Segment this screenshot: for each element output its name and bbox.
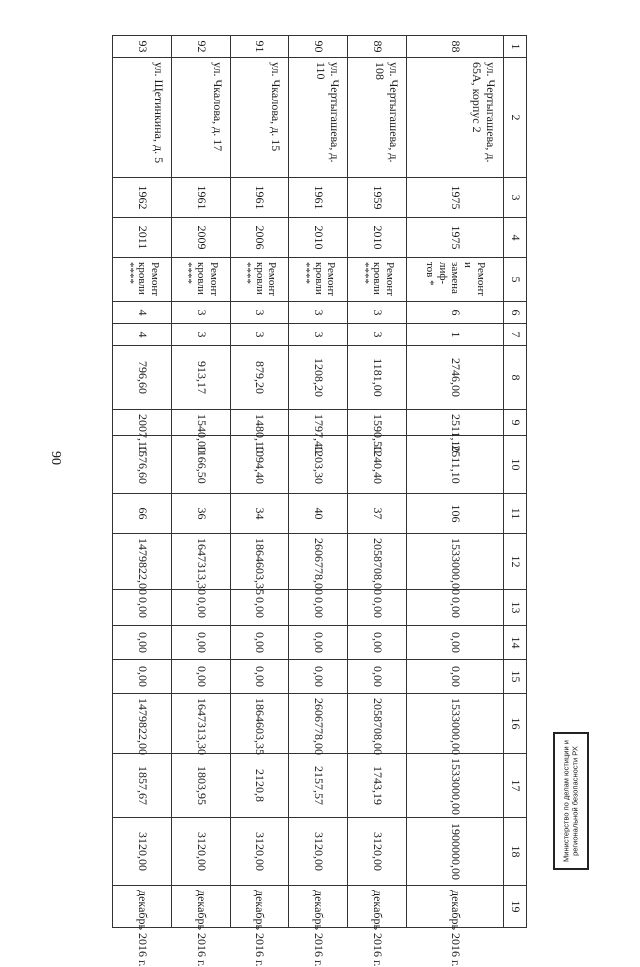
table-cell: 0,00	[171, 626, 230, 660]
table-cell: 2011	[113, 218, 172, 258]
header-cell: 4	[504, 218, 527, 258]
table-cell: ул. Чертыгашева, д. 108	[348, 58, 407, 178]
table-cell: 1857,67	[113, 754, 172, 818]
header-cell: 13	[504, 590, 527, 626]
table-cell: 796,60	[113, 346, 172, 410]
table-cell: 3	[171, 324, 230, 346]
table-cell: 1533000,00	[407, 534, 504, 590]
table-cell: 3120,00	[171, 818, 230, 886]
table-cell: 1540,00	[171, 410, 230, 436]
table-cell: 3120,00	[113, 818, 172, 886]
table-cell: 106	[407, 494, 504, 534]
table-cell: 1208,20	[289, 346, 348, 410]
table-cell: декабрь 2016 г.	[230, 886, 289, 928]
table-cell: 0,00	[407, 590, 504, 626]
table-row	[348, 36, 407, 928]
table-cell: 1797,40	[289, 410, 348, 436]
table-cell: 1166,50	[171, 436, 230, 494]
header-cell: 9	[504, 410, 527, 436]
table-cell: ул. Щетинкина, д. 5	[113, 58, 172, 178]
table-cell: ул. Чкалова, д. 17	[171, 58, 230, 178]
table-cell: 3	[230, 302, 289, 324]
table-cell: 3	[230, 324, 289, 346]
header-cell: 8	[504, 346, 527, 410]
header-cell: 15	[504, 660, 527, 694]
table-cell: 40	[289, 494, 348, 534]
table-cell: 37	[348, 494, 407, 534]
table-cell: 92	[171, 36, 230, 58]
table-cell: 93	[113, 36, 172, 58]
header-cell: 11	[504, 494, 527, 534]
table-row	[171, 36, 230, 928]
table-cell: 3120,00	[289, 818, 348, 886]
table-cell: 1961	[171, 178, 230, 218]
header-cell: 10	[504, 436, 527, 494]
table-cell: 0,00	[348, 626, 407, 660]
table-cell: 4	[113, 302, 172, 324]
ministry-stamp	[553, 732, 589, 870]
table-cell: 2120,8	[230, 754, 289, 818]
table-cell: 1094,40	[230, 436, 289, 494]
table-cell: 0,00	[113, 590, 172, 626]
table-cell: 0,00	[289, 660, 348, 694]
header-cell: 2	[504, 58, 527, 178]
header-cell: 7	[504, 324, 527, 346]
table-row	[230, 36, 289, 928]
table-cell: Ремонт кровли ****	[113, 258, 172, 302]
table-cell: 2606778,00	[289, 534, 348, 590]
table-cell: 1590,50	[348, 410, 407, 436]
table-cell: 1961	[230, 178, 289, 218]
table-cell: 0,00	[348, 590, 407, 626]
table-row	[407, 36, 504, 928]
table-cell: 0,00	[289, 626, 348, 660]
table-cell: 3	[348, 302, 407, 324]
table-cell: 1576,60	[113, 436, 172, 494]
header-cell: 14	[504, 626, 527, 660]
table-cell: 0,00	[407, 660, 504, 694]
table-cell: 1864603,35	[230, 534, 289, 590]
table-cell: 2006	[230, 218, 289, 258]
table-cell: 1533000,00	[407, 754, 504, 818]
table-cell: 1864603,35	[230, 694, 289, 754]
table-cell: 0,00	[230, 590, 289, 626]
table-cell: декабрь 2016 г.	[348, 886, 407, 928]
table-cell: 1480,10	[230, 410, 289, 436]
table-cell: 1647313,30	[171, 694, 230, 754]
table-cell: 1479822,00	[113, 534, 172, 590]
table-cell: 2010	[348, 218, 407, 258]
header-cell: 5	[504, 258, 527, 302]
table-cell: 66	[113, 494, 172, 534]
data-table	[112, 35, 527, 967]
stamp-text: Министерство по делам юстиции и региональной безопасности РХ	[561, 740, 579, 862]
table-cell: 91	[230, 36, 289, 58]
table-cell: ул. Чертыгашева, д. 110	[289, 58, 348, 178]
table-cell: 0,00	[407, 626, 504, 660]
header-row	[504, 36, 527, 928]
table-cell: 0,00	[230, 660, 289, 694]
table-cell: 0,00	[348, 660, 407, 694]
table-body	[113, 36, 527, 967]
table-cell: 1803,95	[171, 754, 230, 818]
table-cell: декабрь 2016 г.	[407, 886, 504, 928]
header-cell: 18	[504, 818, 527, 886]
table-cell: 0,00	[113, 626, 172, 660]
table-cell: 2746,00	[407, 346, 504, 410]
table-cell: Ремонт кровли ****	[289, 258, 348, 302]
table-cell: 3	[171, 302, 230, 324]
table-cell: 2511,10	[407, 410, 504, 436]
table-row	[113, 36, 172, 928]
table-cell: Ремонт кровли ****	[230, 258, 289, 302]
table-cell: 0,00	[289, 590, 348, 626]
table-cell: 6	[407, 302, 504, 324]
table-cell: 89	[348, 36, 407, 58]
table-cell: 3120,00	[348, 818, 407, 886]
table-row	[289, 36, 348, 928]
header-cell: 19	[504, 886, 527, 928]
table-cell: декабрь 2016 г.	[171, 886, 230, 928]
table-cell: 1743,19	[348, 754, 407, 818]
table-cell: 0,00	[171, 660, 230, 694]
table-cell: 0,00	[171, 590, 230, 626]
table-container	[112, 35, 527, 967]
table-cell: 2058708,00	[348, 694, 407, 754]
table-cell: 0,00	[113, 660, 172, 694]
header-cell: 16	[504, 694, 527, 754]
table-cell: 1479822,00	[113, 694, 172, 754]
table-cell: 90	[289, 36, 348, 58]
header-cell: 6	[504, 302, 527, 324]
table-cell: 1961	[289, 178, 348, 218]
table-cell: 1962	[113, 178, 172, 218]
table-cell: Ремонт и замена лиф-тов *	[407, 258, 504, 302]
table-cell: 3	[289, 302, 348, 324]
table-cell: ул. Чертыгашева, д. 65А, корпус 2	[407, 58, 504, 178]
table-cell: 2606778,00	[289, 694, 348, 754]
table-cell: 1181,00	[348, 346, 407, 410]
table-cell: 2157,57	[289, 754, 348, 818]
table-cell: 1203,30	[289, 436, 348, 494]
table-cell: 0,00	[230, 626, 289, 660]
table-cell: 36	[171, 494, 230, 534]
table-cell: декабрь 2016 г.	[113, 886, 172, 928]
header-cell: 12	[504, 534, 527, 590]
table-cell: декабрь 2016 г.	[289, 886, 348, 928]
table-cell: 2511,10	[407, 436, 504, 494]
table-cell: 879,20	[230, 346, 289, 410]
table-cell: 1647313,30	[171, 534, 230, 590]
table-cell: 3120,00	[230, 818, 289, 886]
table-cell: Ремонт кровли ****	[171, 258, 230, 302]
table-cell: 34	[230, 494, 289, 534]
header-cell: 17	[504, 754, 527, 818]
table-cell: 913,17	[171, 346, 230, 410]
table-cell: Ремонт кровли ****	[348, 258, 407, 302]
page-number: 90	[48, 451, 63, 465]
table-cell: 2058708,00	[348, 534, 407, 590]
header-cell: 1	[504, 36, 527, 58]
table-cell: 1240,40	[348, 436, 407, 494]
table-cell: 1975	[407, 178, 504, 218]
table-cell: 1	[407, 324, 504, 346]
table-cell: 4	[113, 324, 172, 346]
table-cell: ул. Чкалова, д. 15	[230, 58, 289, 178]
table-cell: 3	[348, 324, 407, 346]
table-cell: 1900000,00	[407, 818, 504, 886]
table-cell: 1975	[407, 218, 504, 258]
header-cell: 3	[504, 178, 527, 218]
table-cell: 1959	[348, 178, 407, 218]
table-cell: 2007,10	[113, 410, 172, 436]
table-cell: 2009	[171, 218, 230, 258]
table-cell: 3	[289, 324, 348, 346]
table-cell: 88	[407, 36, 504, 58]
table-cell: 1533000,00	[407, 694, 504, 754]
table-cell: 2010	[289, 218, 348, 258]
